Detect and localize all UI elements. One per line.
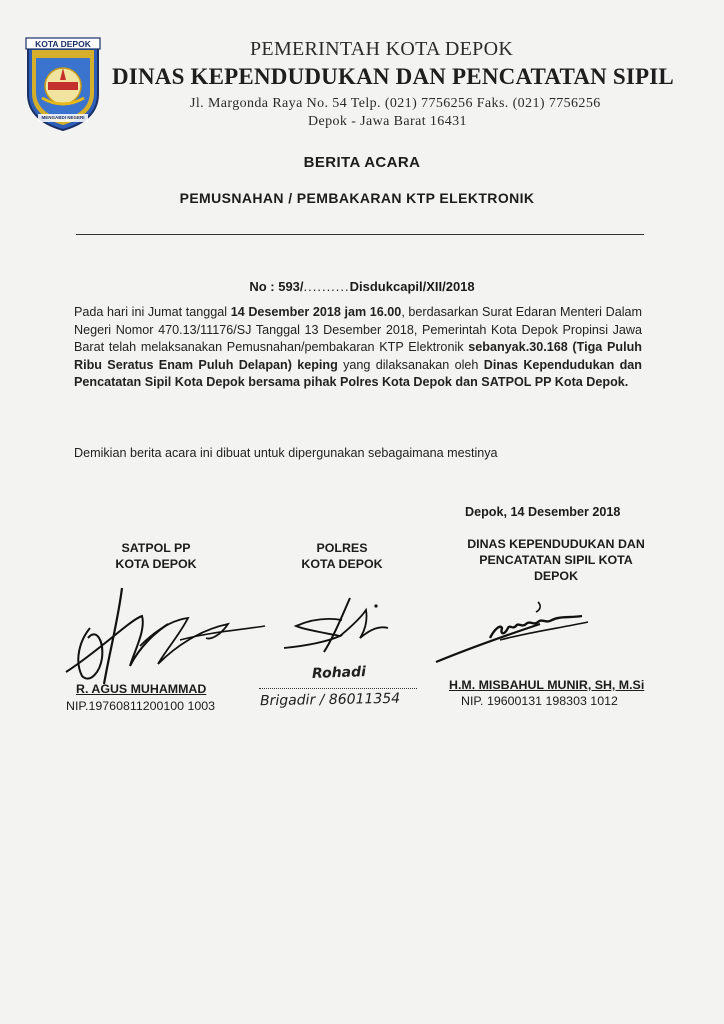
letterhead-city: Depok - Jawa Barat 16431 xyxy=(308,114,467,129)
letterhead-address: Jl. Margonda Raya No. 54 Telp. (021) 7756256 Faks. (021) 7756256 xyxy=(190,96,601,111)
disduk-line2: PENCATATAN SIPIL KOTA xyxy=(479,553,633,567)
polres-handwritten-id: Brigadir / 86011354 xyxy=(259,690,401,710)
satpol-line1: SATPOL PP xyxy=(121,541,191,555)
closing-statement: Demikian berita acara ini dibuat untuk dipergunakan sebagaimana mestinya xyxy=(74,446,498,460)
number-suffix: Disdukcapil/XII/2018 xyxy=(349,279,475,294)
place-date: Depok, 14 Desember 2018 xyxy=(465,505,621,519)
body-paragraph xyxy=(74,304,642,392)
kota-depok-logo xyxy=(20,36,106,132)
disduk-line1: DINAS KEPENDUDUKAN DAN xyxy=(467,537,645,551)
signatory-polres-heading xyxy=(282,540,402,572)
polres-line1: POLRES xyxy=(316,541,368,555)
letterhead-agency: DINAS KEPENDUDUKAN DAN PENCATATAN SIPIL xyxy=(112,64,674,89)
body-text-2: , berdasarkan Surat Edaran Menteri Dalam Negeri Nomor 470.13/11176/SJ Tanggal 13 Desember 2018, Pemerintah Kota Depok Propinsi Jawa Barat telah melaksanakan Pemusnahan/pembakaran KTP Elektronik xyxy=(74,305,642,355)
signature-polres xyxy=(280,596,400,660)
disduk-signatory-nip: NIP. 19600131 198303 1012 xyxy=(461,694,618,708)
disduk-signatory-name: H.M. MISBAHUL MUNIR, SH, M.Si xyxy=(449,678,645,692)
body-date-time: 14 Desember 2018 jam 16.00 xyxy=(230,305,402,319)
polres-handwritten-name: Rohadi xyxy=(311,664,367,682)
logo-top-text: KOTA DEPOK xyxy=(35,39,91,49)
body-executors: Dinas Kependudukan dan Pencatatan Sipil Kota Depok bersama pihak Polres Kota Depok dan SATPOL PP Kota Depok. xyxy=(74,357,642,390)
letterhead-government: PEMERINTAH KOTA DEPOK xyxy=(250,38,514,60)
satpol-signatory-name: R. AGUS MUHAMMAD xyxy=(76,682,207,696)
document-title: BERITA ACARA xyxy=(303,154,421,171)
signatory-satpol-heading xyxy=(96,540,216,572)
satpol-signatory-nip: NIP.19760811200100 1003 xyxy=(66,699,216,713)
title-divider xyxy=(76,234,644,235)
body-quantity: sebanyak.30.168 (Tiga Puluh Ribu Seratus Enam Puluh Delapan) keping xyxy=(74,340,642,372)
body-text-1: Pada hari ini Jumat tanggal xyxy=(74,305,231,319)
number-dots: .......... xyxy=(303,279,350,294)
satpol-line2: KOTA DEPOK xyxy=(115,557,197,571)
body-text-3: yang dilaksanakan oleh xyxy=(337,357,484,372)
signatory-disduk-heading xyxy=(446,536,666,584)
polres-line2: KOTA DEPOK xyxy=(301,557,383,571)
document-number xyxy=(0,279,724,294)
disduk-line3: DEPOK xyxy=(533,569,579,583)
polres-signature-line xyxy=(259,688,417,689)
signature-disduk xyxy=(430,600,600,666)
number-prefix: No : 593/ xyxy=(249,279,304,294)
signature-satpol xyxy=(60,580,270,690)
document-subtitle: PEMUSNAHAN / PEMBAKARAN KTP ELEKTRONIK xyxy=(179,190,535,206)
logo-motto-text: MENGABDI NEGERI xyxy=(41,115,85,120)
